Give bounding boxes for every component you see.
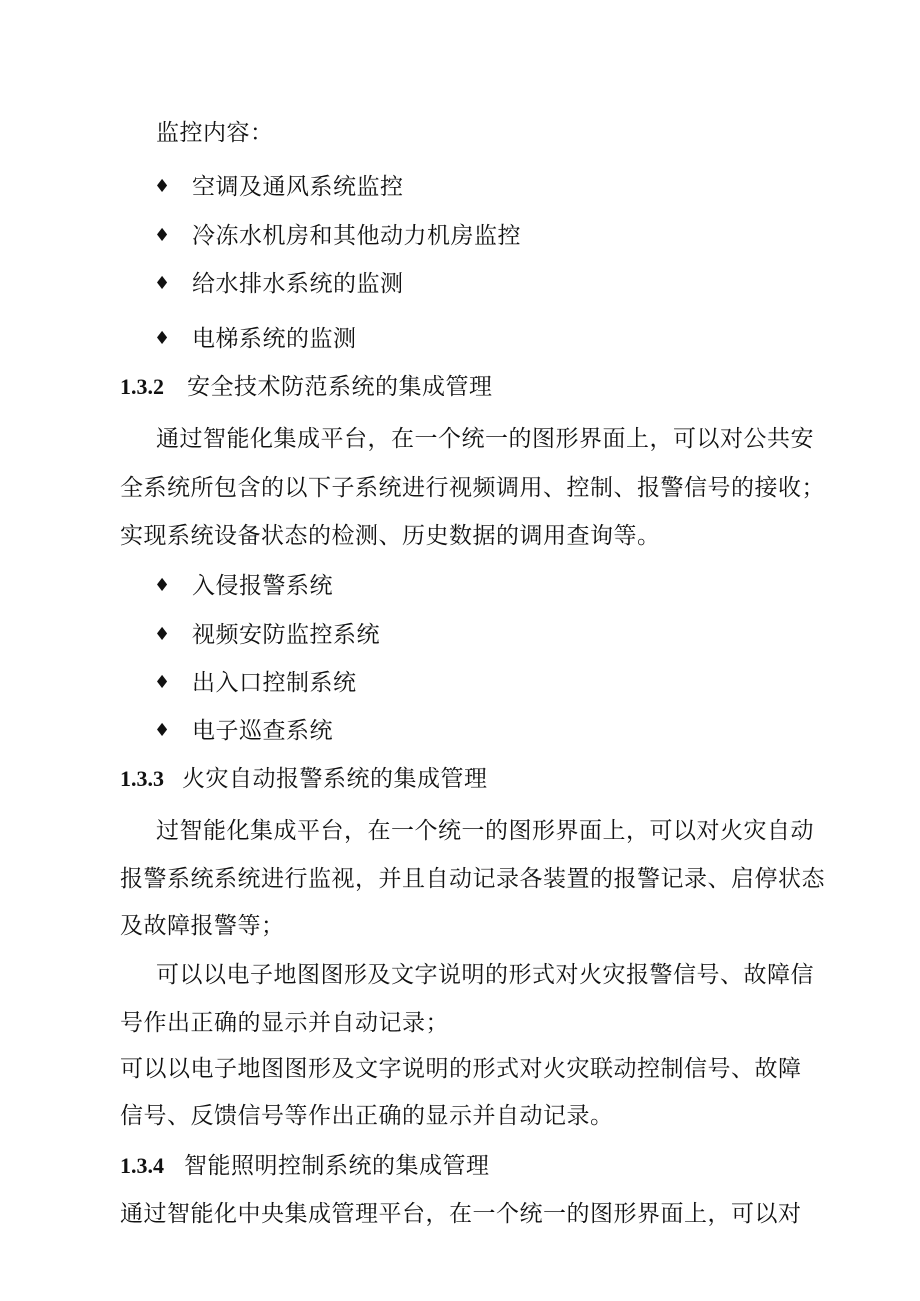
list-item-text: 冷冻水机房和其他动力机房监控 — [192, 223, 521, 249]
bullet-icon: ♦ — [154, 624, 171, 645]
bullet-icon: ♦ — [154, 720, 171, 741]
bullet-icon: ♦ — [154, 225, 171, 246]
bullet-icon: ♦ — [154, 176, 171, 197]
list-item-text: 入侵报警系统 — [192, 573, 333, 599]
section-title: 智能照明控制系统的集成管理 — [184, 1153, 490, 1179]
list-item-text: 给水排水系统的监测 — [192, 271, 404, 297]
paragraph-line: 及故障报警等； — [120, 913, 285, 939]
paragraph-line: 实现系统设备状态的检测、历史数据的调用查询等。 — [120, 523, 661, 549]
bullet-icon: ♦ — [154, 328, 171, 349]
section-title: 安全技术防范系统的集成管理 — [187, 374, 493, 400]
paragraph-line: 通过智能化集成平台，在一个统一的图形界面上，可以对公共安 — [156, 426, 814, 452]
section-title: 火灾自动报警系统的集成管理 — [182, 766, 488, 792]
paragraph-line: 过智能化集成平台，在一个统一的图形界面上，可以对火灾自动 — [156, 818, 814, 844]
list-item-text: 出入口控制系统 — [192, 670, 357, 696]
list-item-text: 空调及通风系统监控 — [192, 174, 404, 200]
paragraph-line: 可以以电子地图图形及文字说明的形式对火灾报警信号、故障信 — [156, 962, 814, 988]
bullet-icon: ♦ — [154, 575, 171, 596]
section-number: 1.3.2 — [120, 374, 164, 399]
paragraph-line: 通过智能化中央集成管理平台，在一个统一的图形界面上，可以对 — [120, 1201, 802, 1227]
intro-label: 监控内容： — [156, 120, 274, 146]
section-number: 1.3.3 — [120, 766, 164, 791]
section-number: 1.3.4 — [120, 1153, 164, 1178]
paragraph-line: 报警系统系统进行监视，并且自动记录各装置的报警记录、启停状态 — [120, 866, 825, 892]
list-item-text: 视频安防监控系统 — [192, 622, 380, 648]
paragraph-line: 信号、反馈信号等作出正确的显示并自动记录。 — [120, 1103, 614, 1129]
list-item-text: 电梯系统的监测 — [192, 326, 357, 352]
paragraph-line: 号作出正确的显示并自动记录； — [120, 1010, 449, 1036]
paragraph-line: 全系统所包含的以下子系统进行视频调用、控制、报警信号的接收； — [120, 475, 825, 501]
bullet-icon: ♦ — [154, 273, 171, 294]
bullet-icon: ♦ — [154, 672, 171, 693]
list-item-text: 电子巡查系统 — [192, 718, 333, 744]
paragraph-line: 可以以电子地图图形及文字说明的形式对火灾联动控制信号、故障 — [120, 1056, 802, 1082]
